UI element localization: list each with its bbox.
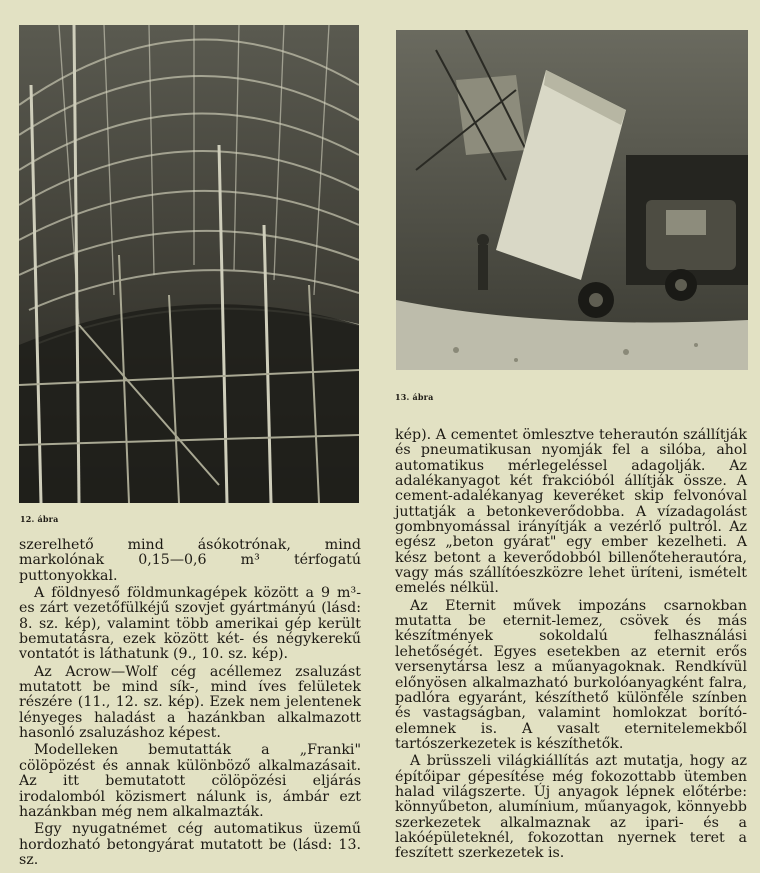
paragraph: kép). A cementet ömlesztve teherautón szállítják és pneumatikusan nyomják fel a silóba, ahol automatikus mérlegeléssel adagolják. Az adalékanyagot két frakcióból állítják össze. A cement-adalékanyag keveréket skip felvonóval juttatják a betonkeverődobba. A vízadagolást gombnyomással irányítják a vezérlő pultról. Az egész „beton gyárat" egy ember kezelheti. A kész betont a keverődobból billenőteherautóra, vagy más szállítóeszközre lehet üríteni, ismételt emelés nélkül.: [395, 427, 747, 597]
figure-12-photo: [19, 25, 359, 503]
paragraph: A brüsszeli világkiállítás azt mutatja, hogy az építőipar gépesítése még fokozottabb ütemben halad világszerte. Új anyagok lépnek előtérbe: könnyűbeton, alumínium, műanyagok, könnyebb szerkezetek alkalmaznak az ipari- és a lakóépületeknél, fokozottan nyernek teret a feszített szerkezetek is.: [395, 753, 747, 862]
figure-12-caption: 12. ábra: [20, 514, 59, 524]
figure-13-caption: 13. ábra: [395, 392, 434, 402]
paragraph: Egy nyugatnémet cég automatikus üzemű hordozható betongyárat mutatott be (lásd: 13. sz.: [19, 821, 361, 868]
left-text-column: [19, 538, 361, 868]
figure-13-photo: [396, 30, 748, 370]
right-text-column: [395, 428, 747, 862]
paragraph: szerelhető mind ásókotrónak, mind markolónak 0,15—0,6 m³ térfogatú puttonyokkal.: [19, 537, 361, 584]
paragraph: Modelleken bemutatták a „Franki" cölöpözést és annak különböző alkalmazásait. Az itt bemutatott cölöpözési eljárás irodalomból közismert nálunk is, ámbár ezt hazánkban még nem alkalmazták.: [19, 742, 361, 820]
paragraph: A földnyeső földmunkagépek között a 9 m³-es zárt vezetőfülkéjű szovjet gyártmányú (lásd: 8. sz. kép), valamint több amerikai gép került bemutatásra, ezek között két- és négykerekű vontatót is láthatunk (9., 10. sz. kép).: [19, 585, 361, 663]
paragraph: Az Acrow—Wolf cég acéllemez zsaluzást mutatott be mind sík-, mind íves felületek részére (11., 12. sz. kép). Ezek nem jelentenek lényeges haladást a hazánkban alkalmazott hasonló zsaluzáshoz képest.: [19, 663, 361, 742]
paragraph: Az Eternit művek impozáns csarnokban mutatta be eternit-lemez, csövek és más készítmények sokoldalú felhasználási lehetőségét. Egyes esetekben az eternit erős versenytársa lesz a műanyagoknak. Rendkívül előnyösen alkalmazható burkolóanyagként falra, padlóra egyaránt, készíthető különféle színben és vastagságban, valamint homlokzat borító-elemnek is. A vasalt eternitelemekből tartószerkezetek is készíthetők.: [395, 597, 747, 752]
